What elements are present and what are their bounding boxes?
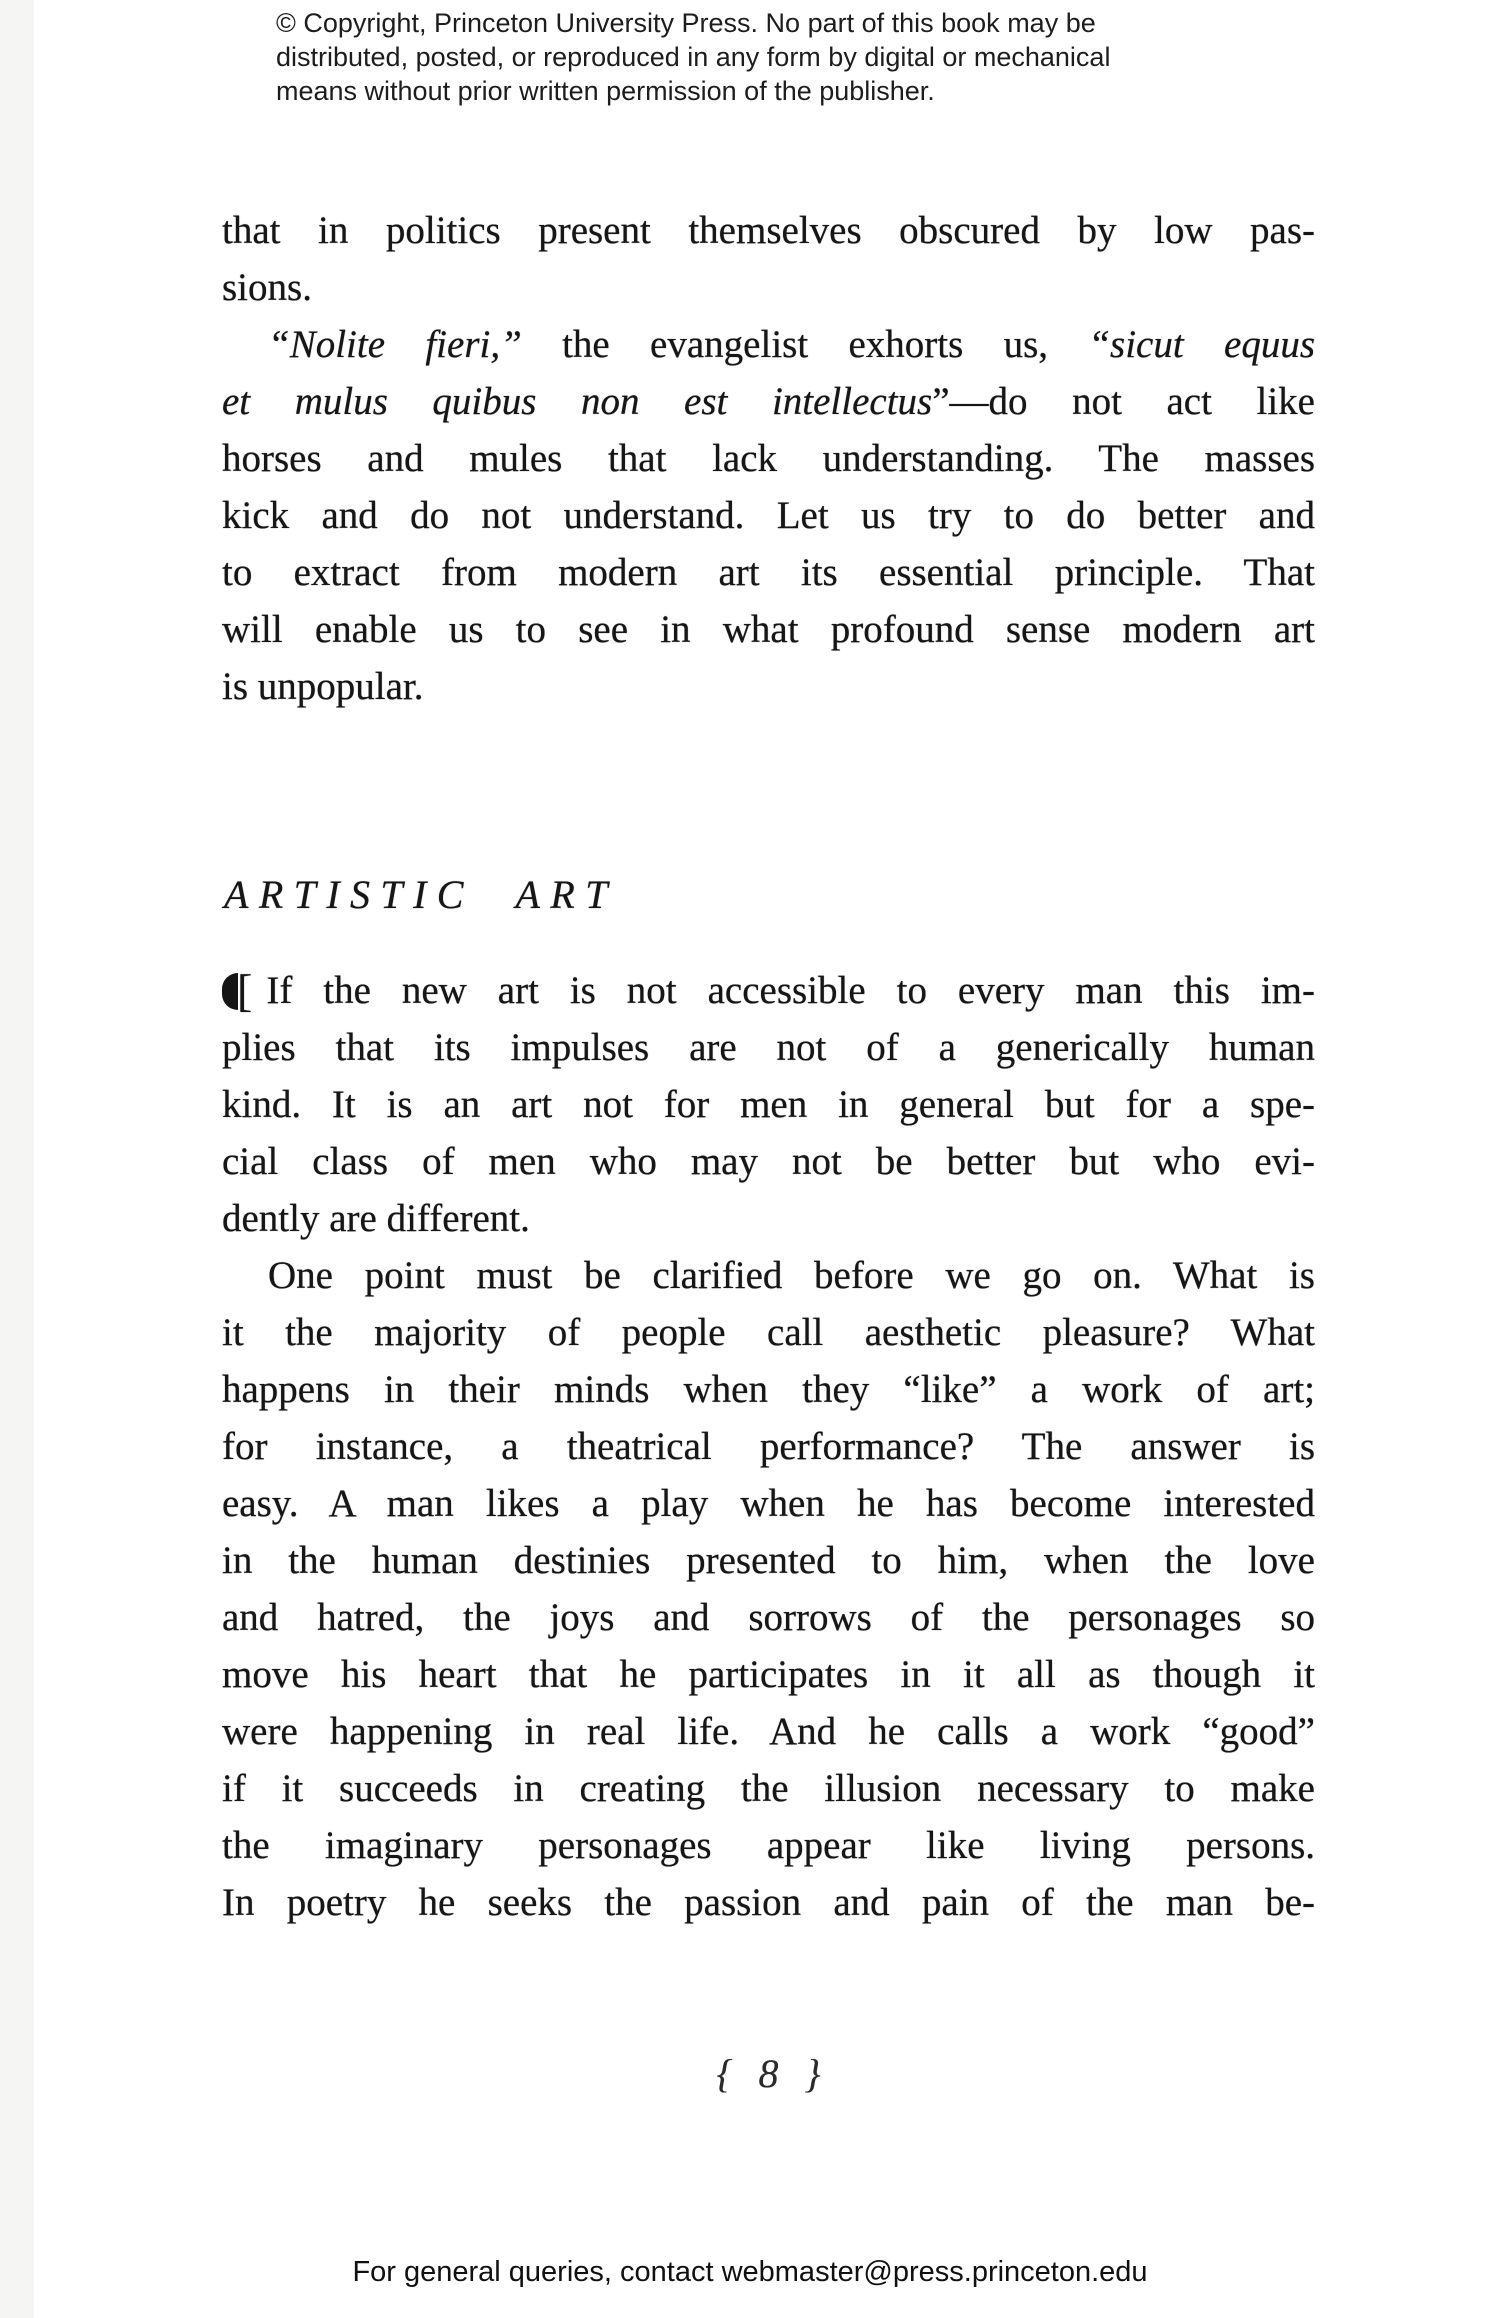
page-number-value: 8 bbox=[758, 2051, 779, 2096]
text-segment: were happening in real life. And he calls a work “good” bbox=[222, 1710, 1315, 1753]
text-segment: happens in their minds when they “like” a work of art; bbox=[222, 1368, 1315, 1411]
text-line bbox=[222, 1589, 1315, 1646]
copyright-line: © Copyright, Princeton University Press. No part of this book may be bbox=[276, 8, 1096, 38]
text-segment: that in politics present themselves obscured by low pas- bbox=[222, 209, 1315, 252]
text-line bbox=[222, 202, 1315, 259]
italic-text-segment: “Nolite fieri,” bbox=[268, 323, 522, 366]
section-heading: ARTISTIC ART bbox=[224, 872, 618, 917]
text-line bbox=[222, 316, 1315, 373]
text-line bbox=[222, 1019, 1315, 1076]
page-number-close-brace: } bbox=[804, 2051, 821, 2096]
text-segment: move his heart that he participates in it all as though it bbox=[222, 1653, 1315, 1696]
text-line bbox=[222, 1304, 1315, 1361]
scan-edge-shading bbox=[0, 0, 34, 2318]
text-segment: plies that its impulses are not of a generically human bbox=[222, 1026, 1315, 1069]
text-line bbox=[222, 1703, 1315, 1760]
text-segment: the imaginary personages appear like living persons. bbox=[222, 1824, 1315, 1867]
text-line bbox=[222, 1646, 1315, 1703]
text-segment: and hatred, the joys and sorrows of the personages so bbox=[222, 1596, 1315, 1639]
text-line bbox=[222, 259, 1315, 316]
text-segment: kick and do not understand. Let us try to do better and bbox=[222, 494, 1315, 537]
text-segment: in the human destinies presented to him, when the love bbox=[222, 1539, 1315, 1582]
text-line bbox=[222, 962, 1315, 1019]
text-line bbox=[222, 658, 1315, 715]
italic-text-segment: “sicut equus bbox=[1088, 323, 1316, 366]
page-number bbox=[222, 2050, 1315, 2097]
text-segment: One point must be clarified before we go on. What is bbox=[268, 1254, 1315, 1297]
text-line bbox=[222, 430, 1315, 487]
body-block-2 bbox=[222, 962, 1315, 1931]
text-segment: sions. bbox=[222, 266, 312, 309]
text-line bbox=[222, 373, 1315, 430]
italic-text-segment: et mulus quibus non est intellectus bbox=[222, 380, 933, 423]
text-segment: for instance, a theatrical performance? The answer is bbox=[222, 1425, 1315, 1468]
text-segment: to extract from modern art its essential principle. That bbox=[222, 551, 1315, 594]
footer-query-line: For general queries, contact webmaster@press.princeton.edu bbox=[352, 2256, 1148, 2288]
text-segment: dently are different. bbox=[222, 1197, 530, 1240]
body-block-1 bbox=[222, 202, 1315, 715]
text-line bbox=[222, 1532, 1315, 1589]
text-segment: is unpopular. bbox=[222, 665, 424, 708]
text-segment: it the majority of people call aesthetic pleasure? What bbox=[222, 1311, 1315, 1354]
text-line bbox=[222, 1874, 1315, 1931]
text-line bbox=[222, 1133, 1315, 1190]
copyright-line: distributed, posted, or reproduced in any form by digital or mechanical bbox=[276, 42, 1111, 72]
text-segment: kind. It is an art not for men in general but for a spe- bbox=[222, 1083, 1315, 1126]
page-number-open-brace: { bbox=[716, 2051, 733, 2096]
text-segment: cial class of men who may not be better but who evi- bbox=[222, 1140, 1315, 1183]
text-line bbox=[222, 1475, 1315, 1532]
text-segment: if it succeeds in creating the illusion necessary to make bbox=[222, 1767, 1315, 1810]
copyright-notice bbox=[276, 6, 1276, 108]
text-line bbox=[222, 544, 1315, 601]
text-segment: the evangelist exhorts us, bbox=[521, 323, 1089, 366]
text-segment: horses and mules that lack understanding. The masses bbox=[222, 437, 1315, 480]
paragraph-mark-icon: [ bbox=[222, 962, 252, 1019]
text-line bbox=[222, 1247, 1315, 1304]
text-line bbox=[222, 601, 1315, 658]
text-line bbox=[222, 1076, 1315, 1133]
copyright-line: means without prior written permission of the publisher. bbox=[276, 76, 935, 106]
text-line bbox=[222, 1418, 1315, 1475]
text-line bbox=[222, 1361, 1315, 1418]
text-segment: If the new art is not accessible to every man this im- bbox=[266, 969, 1315, 1012]
text-segment: In poetry he seeks the passion and pain of the man be- bbox=[222, 1881, 1315, 1924]
text-line bbox=[222, 1190, 1315, 1247]
text-segment: will enable us to see in what profound sense modern art bbox=[222, 608, 1315, 651]
text-line bbox=[222, 487, 1315, 544]
text-line bbox=[222, 1760, 1315, 1817]
text-segment: ”—do not act like bbox=[932, 380, 1315, 423]
text-segment: easy. A man likes a play when he has become interested bbox=[222, 1482, 1315, 1525]
text-line bbox=[222, 1817, 1315, 1874]
